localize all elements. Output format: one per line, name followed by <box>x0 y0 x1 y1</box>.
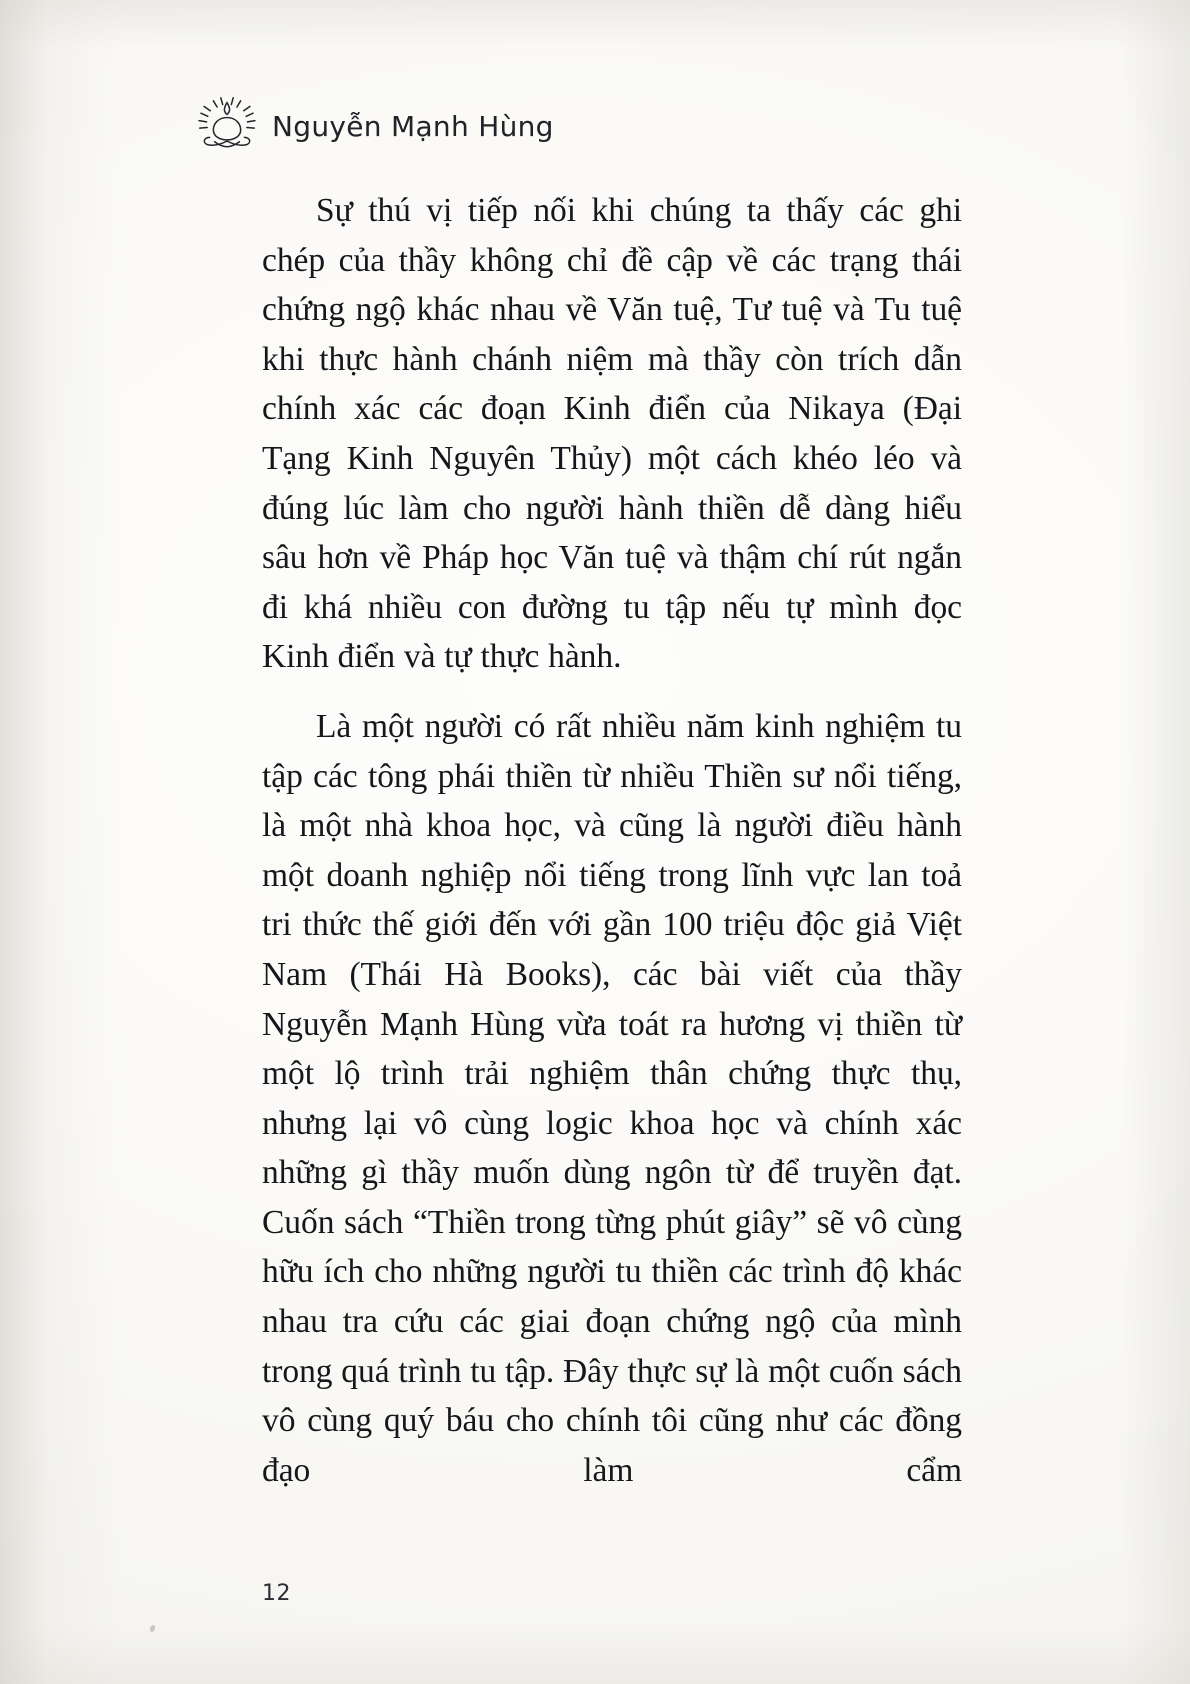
page-top-edge-shadow <box>0 0 1190 50</box>
page-gutter-shadow <box>0 0 120 1684</box>
running-header <box>196 94 554 156</box>
page-bottom-edge-shadow <box>0 1624 1190 1684</box>
page-right-edge-shadow <box>1120 0 1190 1684</box>
scan-speckle <box>149 1624 156 1632</box>
page-body-text <box>262 186 962 1495</box>
page-number: 12 <box>262 1581 291 1606</box>
paragraph-1: Sự thú vị tiếp nối khi chúng ta thấy các ghi chép của thầy không chỉ đề cập về các trạng thái chứng ngộ khác nhau về Văn tuệ, Tư tuệ và Tu tuệ khi thực hành chánh niệm mà thầy còn trích dẫn chính xác các đoạn Kinh điển của Nikaya (Đại Tạng Kinh Nguyên Thủy) một cách khéo léo và đúng lúc làm cho người hành thiền dễ dàng hiểu sâu hơn về Pháp học Văn tuệ và thậm chí rút ngắn đi khá nhiều con đường tu tập nếu tự mình đọc Kinh điển và tự thực hành. <box>262 192 962 676</box>
paragraph-2: Là một người có rất nhiều năm kinh nghiệm tu tập các tông phái thiền từ nhiều Thiền sư nổi tiếng, là một nhà khoa học, và cũng là người điều hành một doanh nghiệp nổi tiếng trong lĩnh vực lan toả tri thức thế giới đến với gần 100 triệu độc giả Việt Nam (Thái Hà Books), các bài viết của thầy Nguyễn Mạnh Hùng vừa toát ra hương vị thiền từ một lộ trình trải nghiệm thân chứng thực thụ, nhưng lại vô cùng logic khoa học và chính xác những gì thầy muốn dùng ngôn từ để truyền đạt. Cuốn sách “Thiền trong từng phút giây” sẽ vô cùng hữu ích cho những người tu thiền các trình độ khác nhau tra cứu các giai đoạn chứng ngộ của mình trong quá trình tu tập. Đây thực sự là một cuốn sách vô cùng quý báu cho chính tôi cũng như các đồng đạo làm cẩm <box>262 707 962 1489</box>
author-name: Nguyễn Mạnh Hùng <box>272 110 554 143</box>
lotus-meditation-icon <box>196 94 258 156</box>
